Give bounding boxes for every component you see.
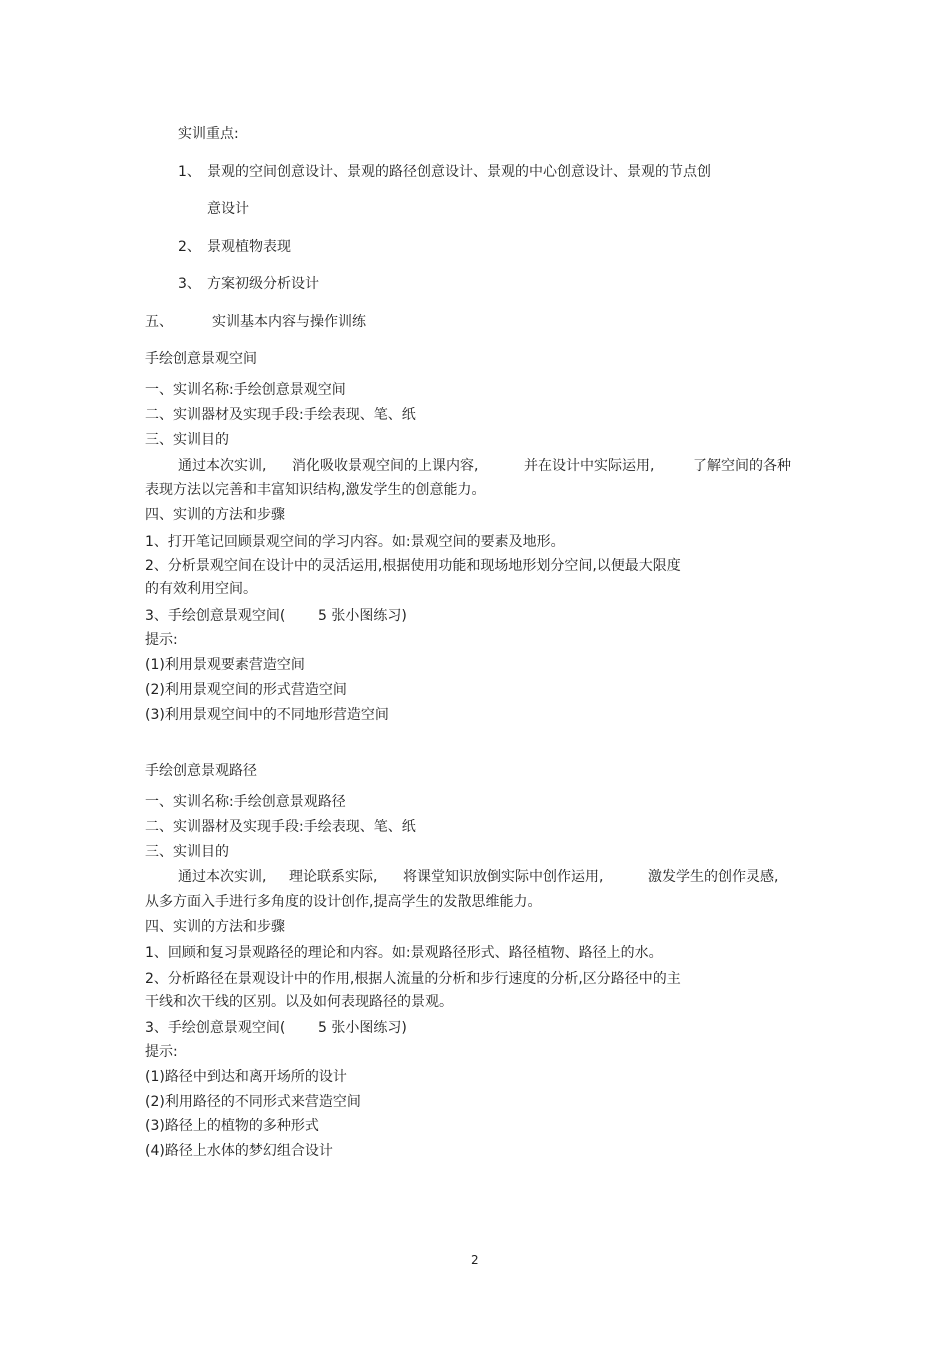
part2-purpose-text: 通过本次实训, (178, 869, 267, 885)
part1-purpose-text: 了解空间的各种 (693, 458, 791, 474)
section5-title: 实训基本内容与操作训练 (212, 314, 366, 330)
part1-hint-item: (3)利用景观空间中的不同地形营造空间 (145, 707, 389, 723)
focus-item-3-text: 方案初级分析设计 (207, 276, 319, 292)
part1-purpose-text: 通过本次实训, (178, 458, 267, 474)
focus-item-2-number: 2、 (178, 239, 201, 255)
part1-heading: 手绘创意景观空间 (145, 351, 257, 367)
part2-purpose-text: 理论联系实际, (289, 869, 378, 885)
focus-item-2-text: 景观植物表现 (207, 239, 291, 255)
part2-hint-item: (4)路径上水体的梦幻组合设计 (145, 1143, 333, 1159)
page-number: 2 (471, 1253, 479, 1267)
part2-name: 一、实训名称:手绘创意景观路径 (145, 794, 346, 810)
focus-item-1-number: 1、 (178, 164, 201, 180)
part1-equipment: 二、实训器材及实现手段:手绘表现、笔、纸 (145, 407, 416, 423)
part1-step-2-cont: 的有效利用空间。 (145, 581, 257, 597)
part2-hint-item: (2)利用路径的不同形式来营造空间 (145, 1094, 361, 1110)
part1-step-3: 3、手绘创意景观空间( (145, 608, 286, 624)
part2-purpose-text: 激发学生的创作灵感, (648, 869, 779, 885)
part1-purpose-title: 三、实训目的 (145, 432, 229, 448)
focus-item-3-number: 3、 (178, 276, 201, 292)
focus-item-1-text-cont: 意设计 (207, 201, 249, 217)
part1-method-title: 四、实训的方法和步骤 (145, 507, 285, 523)
part2-heading: 手绘创意景观路径 (145, 763, 257, 779)
part2-step-2-cont: 干线和次干线的区别。以及如何表现路径的景观。 (145, 994, 453, 1010)
part1-step-2: 2、分析景观空间在设计中的灵活运用,根据使用功能和现场地形划分空间,以便最大限度 (145, 558, 681, 574)
part1-purpose-text: 并在设计中实际运用, (524, 458, 655, 474)
part1-purpose-text-cont: 表现方法以完善和丰富知识结构,激发学生的创意能力。 (145, 482, 486, 498)
part2-purpose-text: 将课堂知识放倒实际中创作运用, (403, 869, 604, 885)
part1-purpose-text: 消化吸收景观空间的上课内容, (292, 458, 479, 474)
part2-purpose-title: 三、实训目的 (145, 844, 229, 860)
part1-step-1: 1、打开笔记回顾景观空间的学习内容。如:景观空间的要素及地形。 (145, 534, 565, 550)
part2-purpose-text-cont: 从多方面入手进行多角度的设计创作,提高学生的发散思维能力。 (145, 894, 542, 910)
part2-step-2: 2、分析路径在景观设计中的作用,根据人流量的分析和步行速度的分析,区分路径中的主 (145, 971, 681, 987)
part2-step-3: 3、手绘创意景观空间( (145, 1020, 286, 1036)
part2-equipment: 二、实训器材及实现手段:手绘表现、笔、纸 (145, 819, 416, 835)
part2-hint-title: 提示: (145, 1044, 178, 1060)
part2-hint-item: (1)路径中到达和离开场所的设计 (145, 1069, 347, 1085)
part2-step-1: 1、回顾和复习景观路径的理论和内容。如:景观路径形式、路径植物、路径上的水。 (145, 945, 663, 961)
part1-name: 一、实训名称:手绘创意景观空间 (145, 382, 346, 398)
section5-number: 五、 (145, 314, 173, 330)
part2-hint-item: (3)路径上的植物的多种形式 (145, 1118, 319, 1134)
part2-method-title: 四、实训的方法和步骤 (145, 919, 285, 935)
part1-hint-title: 提示: (145, 632, 178, 648)
part2-step-3-count: 5 张小图练习) (318, 1020, 407, 1036)
focus-item-1-text: 景观的空间创意设计、景观的路径创意设计、景观的中心创意设计、景观的节点创 (207, 164, 711, 180)
focus-title: 实训重点: (178, 126, 239, 142)
part1-hint-item: (1)利用景观要素营造空间 (145, 657, 305, 673)
part1-hint-item: (2)利用景观空间的形式营造空间 (145, 682, 347, 698)
part1-step-3-count: 5 张小图练习) (318, 608, 407, 624)
